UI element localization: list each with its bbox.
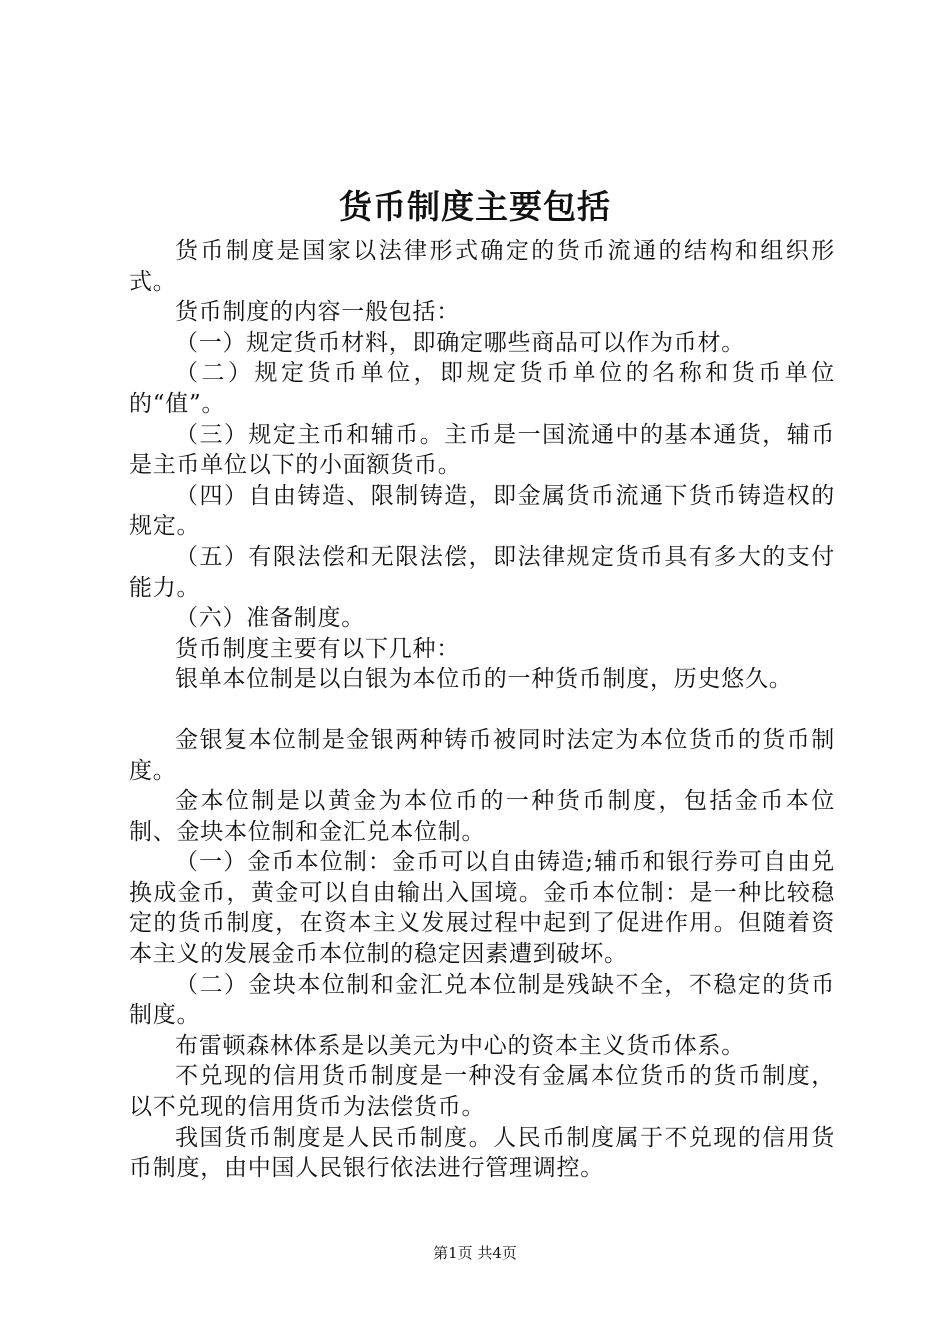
paragraph-gold-bullion-standard: （二）金块本位制和金汇兑本位制是残缺不全，不稳定的货币制度。 [129,971,835,1029]
paragraph-types-intro: 货币制度主要有以下几种： [175,635,460,662]
paragraph-bretton-woods: 布雷顿森林体系是以美元为中心的资本主义货币体系。 [175,1032,745,1059]
paragraph-definition: 货币制度是国家以法律形式确定的货币流通的结构和组织形式。 [129,238,835,295]
paragraph-gold-standard: 金本位制是以黄金为本位币的一种货币制度，包括金币本位制、金块本位制和金汇兑本位制。 [129,788,835,845]
paragraph-silver-standard: 银单本位制是以白银为本位币的一种货币制度，历史悠久。 [175,666,793,693]
paragraph-rmb-system: 我国货币制度是人民币制度。人民币制度属于不兑现的信用货币制度，由中国人民银行依法进行管理调控。 [129,1124,835,1182]
document-title: 货币制度主要包括 [339,187,611,226]
document-body [129,236,835,1184]
paragraph-gold-coin-standard: （一）金币本位制：金币可以自由铸造;辅币和银行券可自由兑换成金币，黄金可以自由输出入国境。金币本位制：是一种比较稳定的货币制度，在资本主义发展过程中起到了促进作用。但随着资本主义的发展金币本位制的稳定因素遭到破坏。 [129,849,835,968]
paragraph-item-2: （二）规定货币单位，即规定货币单位的名称和货币单位的“值”。 [129,360,835,417]
paragraph-item-5: （五）有限法偿和无限法偿，即法律规定货币具有多大的支付能力。 [129,543,835,601]
paragraph-item-3: （三）规定主币和辅币。主币是一国流通中的基本通货，辅币是主币单位以下的小面额货币。 [129,421,835,479]
paragraph-bimetallism: 金银复本位制是金银两种铸币被同时法定为本位货币的货币制度。 [129,726,835,784]
paragraph-item-1: （一）规定货币材料，即确定哪些商品可以作为币材。 [175,329,745,356]
paragraph-item-6: （六）准备制度。 [175,605,365,632]
page-footer: 第1页 共4页 [433,1244,517,1262]
paragraph-fiat-money: 不兑现的信用货币制度是一种没有金属本位货币的货币制度，以不兑现的信用货币为法偿货币。 [129,1063,835,1121]
paragraph-item-4: （四）自由铸造、限制铸造，即金属货币流通下货币铸造权的规定。 [129,482,835,540]
paragraph-content-intro: 货币制度的内容一般包括： [175,299,460,326]
